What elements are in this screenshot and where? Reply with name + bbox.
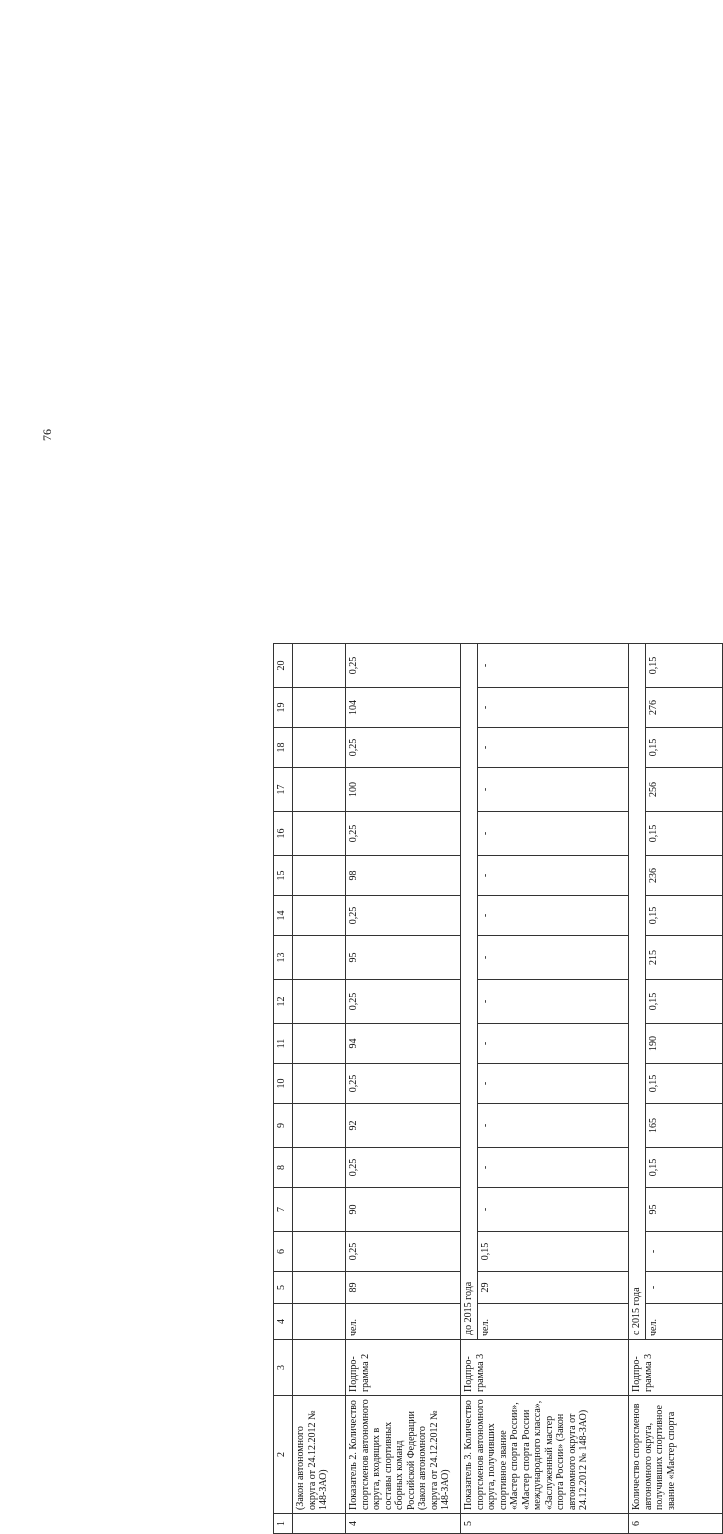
indicator-name-cell: Показатель 3. Количество спортсменов автономного округа, получивших спортивное звание «Мастер спорта России», «Мастер спорта России международного класса», «Заслуженный мастер спорта России» (Закон автономного округа от 24.12.2012 № 148-ЗАО) [461, 1396, 629, 1514]
value-cell: - [478, 1064, 629, 1104]
table-cell [293, 1104, 346, 1148]
table-cell [293, 980, 346, 1024]
row-number-cell: 6 [629, 1514, 723, 1534]
col-header: 4 [274, 1304, 293, 1340]
value-cell: - [478, 644, 629, 688]
value-cell: 190 [646, 1024, 723, 1064]
value-cell: - [478, 768, 629, 812]
unit-cell: чел. [346, 1304, 461, 1340]
value-cell: - [646, 1272, 723, 1304]
col-header: 18 [274, 728, 293, 768]
page-number: 76 [40, 429, 54, 441]
value-cell: 236 [646, 856, 723, 896]
value-cell: - [478, 688, 629, 728]
table-cell [293, 728, 346, 768]
value-cell: 94 [346, 1024, 461, 1064]
value-cell: 0,25 [346, 812, 461, 856]
table-cell [293, 856, 346, 896]
value-cell: - [478, 1188, 629, 1232]
table-row-4 [346, 644, 461, 1534]
period-label: с 2015 года [629, 644, 646, 1340]
value-cell: 0,25 [346, 980, 461, 1024]
unit-cell: чел. [646, 1304, 723, 1340]
program-cell: Подпро-грамма 3 [461, 1340, 629, 1396]
col-header: 1 [274, 1514, 293, 1534]
value-cell: 0,25 [346, 1064, 461, 1104]
value-cell: 276 [646, 688, 723, 728]
row-number-cell: 5 [461, 1514, 629, 1534]
value-cell: 98 [346, 856, 461, 896]
value-cell: - [478, 812, 629, 856]
table-cell [293, 896, 346, 936]
value-cell: 165 [646, 1104, 723, 1148]
col-header: 13 [274, 936, 293, 980]
value-cell: 0,25 [346, 1232, 461, 1272]
table-row-5-period [461, 644, 478, 1534]
value-cell: 0,25 [346, 728, 461, 768]
value-cell: - [478, 896, 629, 936]
col-header: 14 [274, 896, 293, 936]
col-header: 6 [274, 1232, 293, 1272]
col-header: 12 [274, 980, 293, 1024]
program-cell: Подпро-грамма 3 [629, 1340, 723, 1396]
col-header: 7 [274, 1188, 293, 1232]
value-cell: 0,15 [646, 980, 723, 1024]
value-cell: 89 [346, 1272, 461, 1304]
value-cell: - [646, 1232, 723, 1272]
col-header: 10 [274, 1064, 293, 1104]
row-number-cell: 4 [346, 1514, 461, 1534]
table-cell [293, 1232, 346, 1272]
table-cell [293, 1340, 346, 1396]
table-row-continuation [293, 644, 346, 1534]
value-cell: 0,25 [346, 1148, 461, 1188]
col-header: 9 [274, 1104, 293, 1148]
value-cell: 0,25 [346, 644, 461, 688]
value-cell: 0,15 [646, 896, 723, 936]
table-cell [293, 1064, 346, 1104]
value-cell: - [478, 980, 629, 1024]
table-cell [293, 688, 346, 728]
table-cell [293, 1188, 346, 1232]
period-label: до 2015 года [461, 644, 478, 1340]
unit-cell: чел. [478, 1304, 629, 1340]
col-header: 11 [274, 1024, 293, 1064]
value-cell: 256 [646, 768, 723, 812]
value-cell: - [478, 1104, 629, 1148]
table-cell [293, 936, 346, 980]
col-header: 8 [274, 1148, 293, 1188]
value-cell: 0,15 [646, 1064, 723, 1104]
column-number-row [274, 644, 293, 1534]
value-cell: - [478, 1024, 629, 1064]
col-header: 2 [274, 1396, 293, 1514]
col-header: 19 [274, 688, 293, 728]
value-cell: - [478, 856, 629, 896]
table-cell [293, 1272, 346, 1304]
rotated-table-container [273, 656, 723, 1534]
table-cell [293, 1304, 346, 1340]
col-header: 16 [274, 812, 293, 856]
value-cell: 0,25 [346, 896, 461, 936]
program-cell: Подпро-грамма 2 [346, 1340, 461, 1396]
table-cell [293, 644, 346, 688]
table-cell [293, 812, 346, 856]
col-header: 3 [274, 1340, 293, 1396]
table-row-6-period [629, 644, 646, 1534]
value-cell: 215 [646, 936, 723, 980]
value-cell: 0,15 [646, 812, 723, 856]
indicator-name-cell: Показатель 2. Количество спортсменов автономного округа, входящих в составы спортивных сборных команд Российской Федерации (Закон автономного округа от 24.12.2012 № 148-ЗАО) [346, 1396, 461, 1514]
col-header: 15 [274, 856, 293, 896]
table-cell [293, 1024, 346, 1064]
value-cell: 104 [346, 688, 461, 728]
value-cell: 0,15 [646, 1148, 723, 1188]
value-cell: 92 [346, 1104, 461, 1148]
value-cell: 90 [346, 1188, 461, 1232]
indicator-name-cell: Количество спортсменов автономного округа, получивших спортивное звание «Мастер спорта [629, 1396, 723, 1514]
table-cell [293, 1514, 346, 1534]
value-cell: - [478, 936, 629, 980]
value-cell: 0,15 [646, 728, 723, 768]
value-cell: 29 [478, 1272, 629, 1304]
value-cell: 95 [646, 1188, 723, 1232]
value-cell: 100 [346, 768, 461, 812]
value-cell: 0,15 [646, 644, 723, 688]
indicators-table [273, 643, 723, 1534]
value-cell: - [478, 1148, 629, 1188]
col-header: 20 [274, 644, 293, 688]
col-header: 5 [274, 1272, 293, 1304]
value-cell: 0,15 [478, 1232, 629, 1272]
col-header: 17 [274, 768, 293, 812]
indicator-name-cell: (Закон автономного округа от 24.12.2012 № 148-ЗАО) [293, 1396, 346, 1514]
table-cell [293, 1148, 346, 1188]
value-cell: 95 [346, 936, 461, 980]
table-cell [293, 768, 346, 812]
value-cell: - [478, 728, 629, 768]
